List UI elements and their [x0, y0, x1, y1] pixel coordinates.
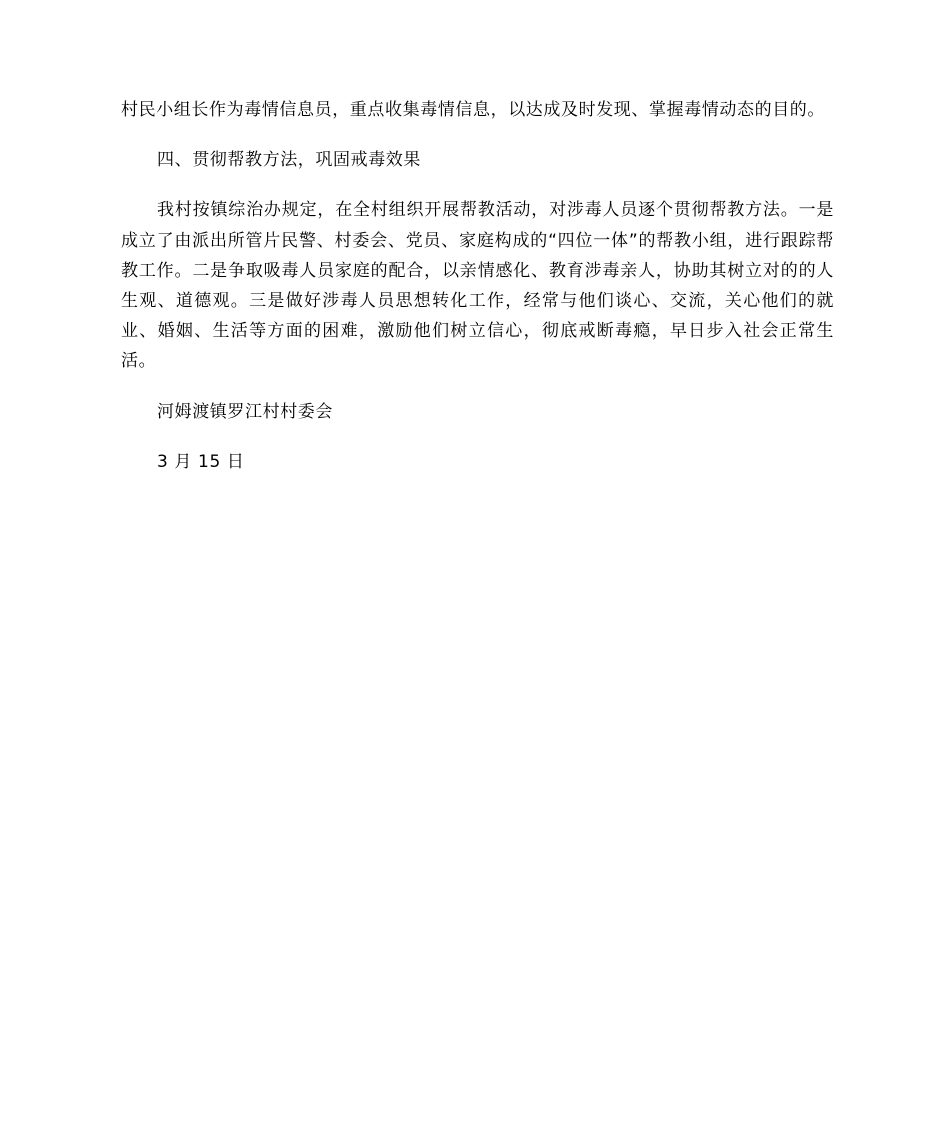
document-page: [121, 95, 834, 477]
paragraph-continuation: 村民小组长作为毒情信息员，重点收集毒情信息，以达成及时发现、掌握毒情动态的目的。: [121, 100, 825, 120]
section-heading: 四、贯彻帮教方法，巩固戒毒效果: [157, 150, 421, 171]
signature-organization: 河姆渡镇罗江村村委会: [157, 401, 333, 422]
paragraph-body: 我村按镇综治办规定，在全村组织开展帮教活动，对涉毒人员逐个贯彻帮教方法。一是成立了由派出所管片民警、村委会、党员、家庭构成的“四位一体”的帮教小组，进行跟踪帮教工作。二是争取吸毒人员家庭的配合，以亲情感化、教育涉毒亲人，协助其树立对的的人生观、道德观。三是做好涉毒人员思想转化工作，经常与他们谈心、交流，关心他们的就业、婚姻、生活等方面的困难，激励他们树立信心，彻底戒断毒瘾，早日步入社会正常生活。: [121, 200, 834, 372]
signature-date: 3 月 15 日: [157, 451, 245, 472]
